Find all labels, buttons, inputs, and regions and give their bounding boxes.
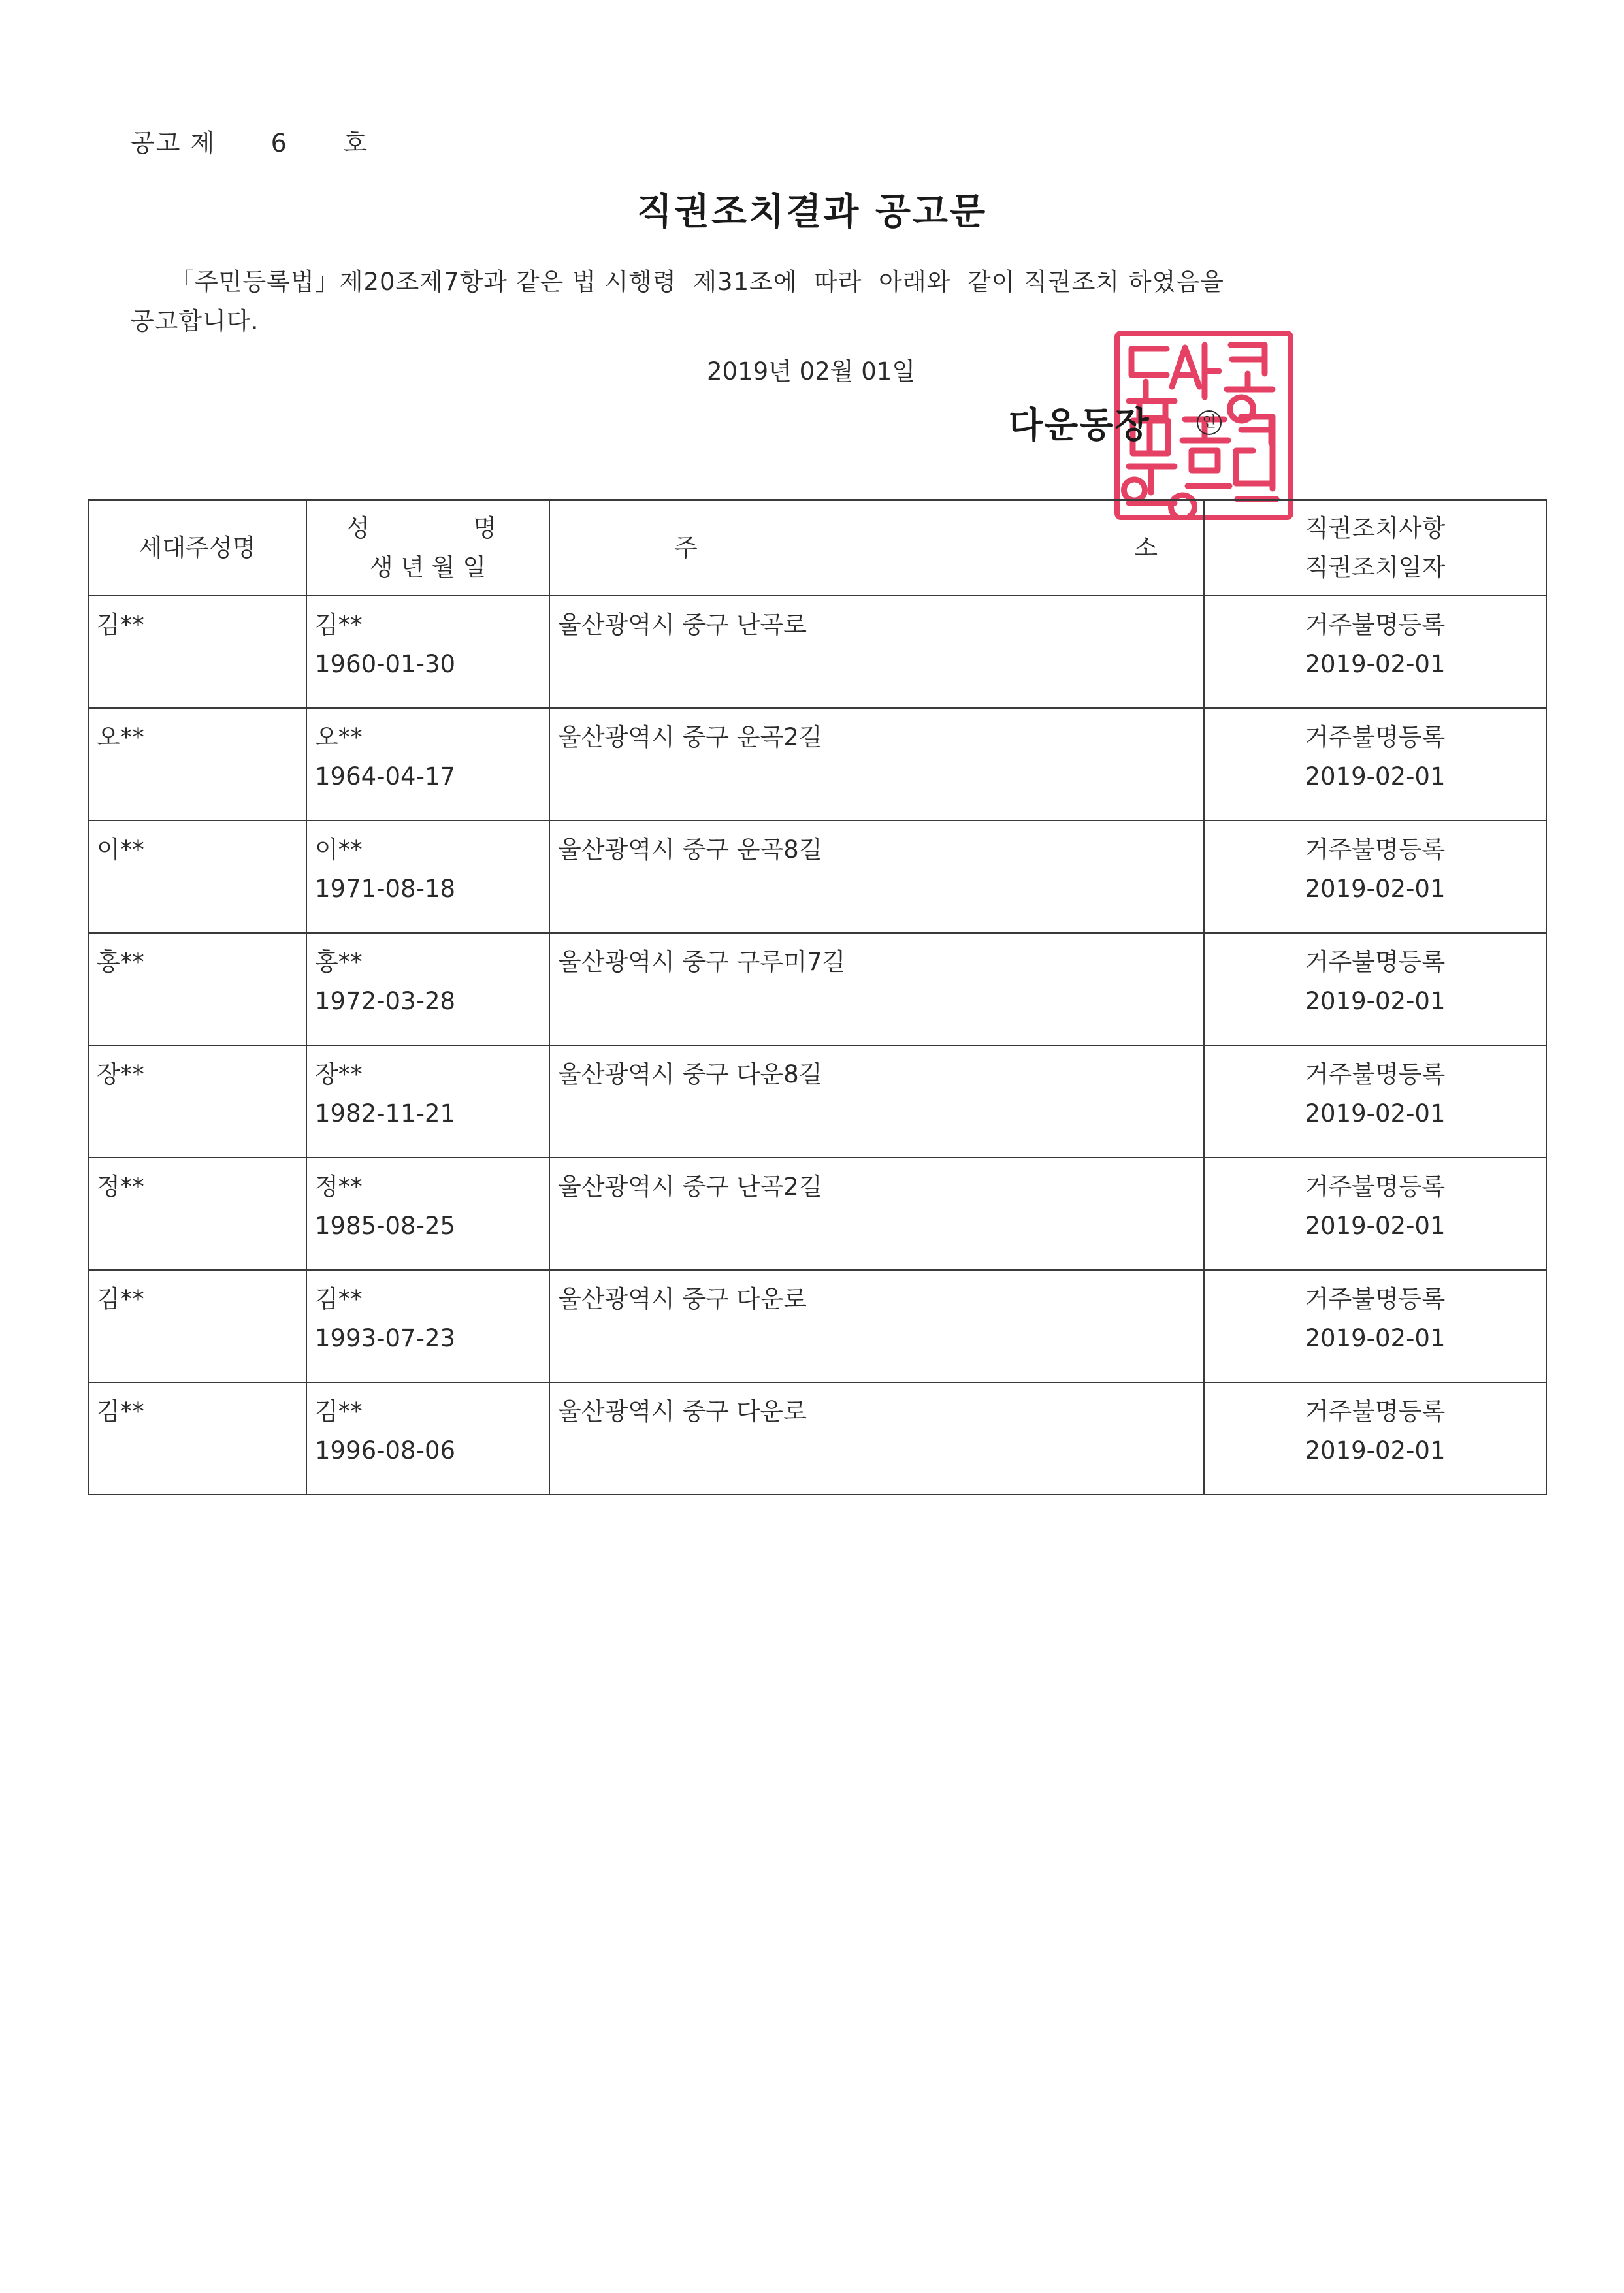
birth-date: 1993-07-23: [315, 1324, 456, 1352]
cell-name-birth: [306, 1270, 549, 1382]
cell-householder: [88, 1045, 306, 1158]
cell-name-birth: [306, 1158, 549, 1270]
notice-body-line-1: 「주민등록법」제20조제7항과 같은 법 시행령 제31조에 따라 아래와 같이 직권조치 하였음을: [170, 268, 1224, 296]
header-birth: 생 년 월 일: [369, 553, 487, 581]
person-name: 이**: [315, 836, 363, 864]
table-header-row: [88, 500, 1546, 596]
birth-date: 1972-03-28: [315, 987, 456, 1015]
header-action-type: 직권조치사항: [1305, 514, 1446, 542]
address-text: 울산광역시 중구 난곡로: [558, 611, 807, 639]
householder-name: 정**: [97, 1173, 144, 1201]
notice-body: [131, 263, 1444, 341]
table-row: [88, 933, 1546, 1045]
action-type: 거주불명등록: [1305, 1397, 1446, 1425]
cell-address: [549, 933, 1204, 1045]
seal-char-mark: 인: [1197, 410, 1222, 435]
householder-name: 김**: [97, 1285, 144, 1313]
address-text: 울산광역시 중구 다운로: [558, 1397, 807, 1425]
address-text: 울산광역시 중구 구루미7길: [558, 948, 846, 976]
action-date: 2019-02-01: [1305, 987, 1446, 1015]
cell-name-birth: [306, 933, 549, 1045]
cell-name-birth: [306, 1382, 549, 1495]
person-name: 정**: [315, 1173, 363, 1201]
name-birth-inner: [307, 934, 549, 1021]
signer-name: 다운동장: [1009, 404, 1150, 446]
action-type: 거주불명등록: [1305, 836, 1446, 864]
header-name-a: 성: [346, 514, 370, 542]
action-date: 2019-02-01: [1305, 762, 1446, 790]
birth-date: 1971-08-18: [315, 875, 456, 903]
header-householder: 세대주성명: [88, 500, 306, 596]
address-text: 울산광역시 중구 운곡8길: [558, 836, 822, 864]
birth-date: 1964-04-17: [315, 762, 456, 790]
cell-action: [1204, 596, 1546, 708]
action-date: 2019-02-01: [1305, 1212, 1446, 1240]
birth-date: 1985-08-25: [315, 1212, 456, 1240]
address-text: 울산광역시 중구 다운8길: [558, 1060, 822, 1088]
header-name-birth: [306, 500, 549, 596]
notice-number: 공고 제 6 호: [131, 129, 369, 157]
table-row: [88, 821, 1546, 933]
address-text: 울산광역시 중구 운곡2길: [558, 723, 822, 751]
cell-householder: [88, 1270, 306, 1382]
cell-name-birth: [306, 821, 549, 933]
name-birth-inner: [307, 1158, 549, 1246]
cell-address: [549, 1158, 1204, 1270]
cell-householder: [88, 1158, 306, 1270]
address-text: 울산광역시 중구 난곡2길: [558, 1173, 822, 1201]
header-name-b: 명: [473, 514, 496, 542]
table-row: [88, 1270, 1546, 1382]
cell-name-birth: [306, 708, 549, 821]
header-action-date: 직권조치일자: [1305, 553, 1446, 581]
action-inner: [1205, 821, 1546, 909]
person-name: 홍**: [315, 948, 363, 976]
action-inner: [1205, 1046, 1546, 1133]
cell-action: [1204, 1158, 1546, 1270]
birth-date: 1960-01-30: [315, 650, 456, 678]
table-row: [88, 596, 1546, 708]
document-title: 직권조치결과 공고문: [636, 191, 988, 233]
name-birth-inner: [307, 596, 549, 684]
header-address-b: 소: [1134, 534, 1158, 562]
action-inner: [1205, 934, 1546, 1021]
table-row: [88, 708, 1546, 821]
cell-address: [549, 1045, 1204, 1158]
notice-date: 2019년 02월 01일: [707, 357, 916, 385]
header-address-a: 주: [674, 534, 698, 562]
action-date: 2019-02-01: [1305, 650, 1446, 678]
householder-name: 홍**: [97, 948, 144, 976]
header-name: [307, 509, 549, 548]
person-name: 오**: [315, 723, 363, 751]
person-name: 김**: [315, 611, 363, 639]
cell-householder: [88, 1382, 306, 1495]
action-inner: [1205, 1271, 1546, 1358]
action-type: 거주불명등록: [1305, 611, 1446, 639]
name-birth-inner: [307, 709, 549, 796]
table-row: [88, 1158, 1546, 1270]
name-birth-inner: [307, 1383, 549, 1471]
cell-action: [1204, 1382, 1546, 1495]
action-inner: [1205, 596, 1546, 684]
action-type: 거주불명등록: [1305, 948, 1446, 976]
cell-action: [1204, 708, 1546, 821]
cell-name-birth: [306, 1045, 549, 1158]
householder-name: 김**: [97, 611, 144, 639]
cell-action: [1204, 1270, 1546, 1382]
action-date: 2019-02-01: [1305, 1324, 1446, 1352]
cell-address: [549, 1382, 1204, 1495]
action-date: 2019-02-01: [1305, 1099, 1446, 1128]
cell-householder: [88, 933, 306, 1045]
cell-address: [549, 596, 1204, 708]
action-inner: [1205, 1383, 1546, 1471]
person-name: 김**: [315, 1285, 363, 1313]
records-table: [88, 499, 1547, 1495]
action-date: 2019-02-01: [1305, 875, 1446, 903]
person-name: 김**: [315, 1397, 363, 1425]
name-birth-inner: [307, 1046, 549, 1133]
householder-name: 오**: [97, 723, 144, 751]
cell-address: [549, 708, 1204, 821]
notice-body-line-2: 공고합니다.: [131, 307, 259, 335]
cell-action: [1204, 1045, 1546, 1158]
table-row: [88, 1382, 1546, 1495]
cell-householder: [88, 596, 306, 708]
action-inner: [1205, 1158, 1546, 1246]
table-row: [88, 1045, 1546, 1158]
cell-address: [549, 821, 1204, 933]
action-type: 거주불명등록: [1305, 1173, 1446, 1201]
action-type: 거주불명등록: [1305, 1285, 1446, 1313]
name-birth-inner: [307, 1271, 549, 1358]
action-type: 거주불명등록: [1305, 1060, 1446, 1088]
header-address: [549, 500, 1204, 596]
birth-date: 1982-11-21: [315, 1099, 456, 1128]
householder-name: 이**: [97, 836, 144, 864]
records-body: [88, 596, 1546, 1495]
action-date: 2019-02-01: [1305, 1437, 1446, 1465]
cell-action: [1204, 933, 1546, 1045]
householder-name: 장**: [97, 1060, 144, 1088]
action-type: 거주불명등록: [1305, 723, 1446, 751]
cell-name-birth: [306, 596, 549, 708]
header-action: [1204, 500, 1546, 596]
householder-name: 김**: [97, 1397, 144, 1425]
address-text: 울산광역시 중구 다운로: [558, 1285, 807, 1313]
header-address-inner: [550, 529, 1203, 568]
birth-date: 1996-08-06: [315, 1437, 456, 1465]
person-name: 장**: [315, 1060, 363, 1088]
cell-householder: [88, 708, 306, 821]
cell-action: [1204, 821, 1546, 933]
cell-address: [549, 1270, 1204, 1382]
action-inner: [1205, 709, 1546, 796]
name-birth-inner: [307, 821, 549, 909]
cell-householder: [88, 821, 306, 933]
